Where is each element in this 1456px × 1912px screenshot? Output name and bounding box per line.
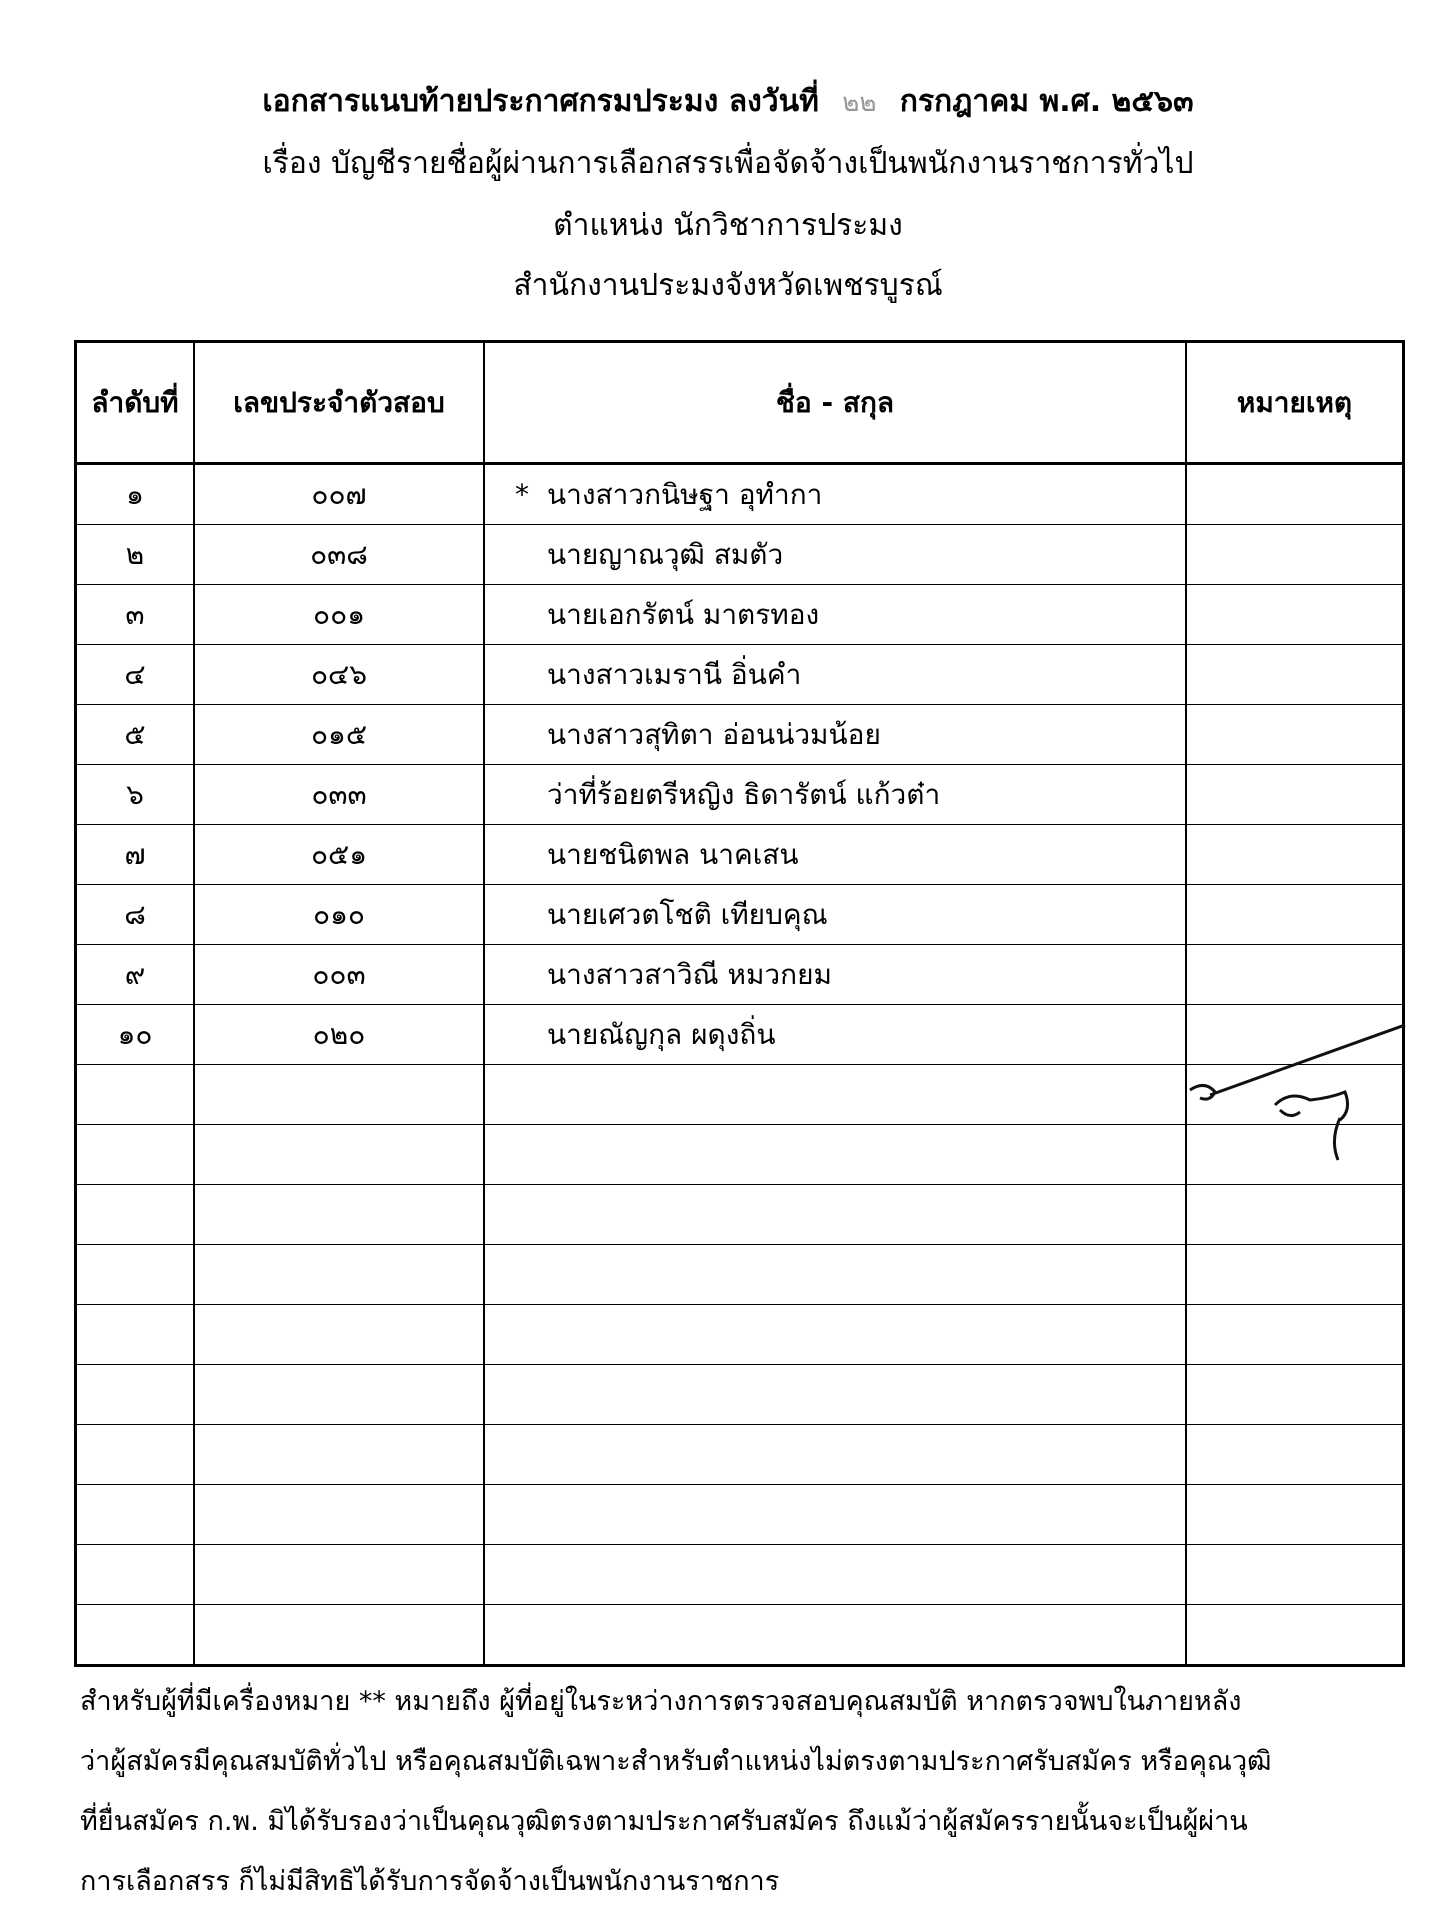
header-title-right: กรกฎาคม พ.ศ. ๒๕๖๓ xyxy=(899,84,1194,119)
column-header-no: ลำดับที่ xyxy=(76,342,195,464)
empty-cell xyxy=(194,1365,484,1425)
signature-image xyxy=(1180,1020,1410,1180)
footnote-line: ที่ยื่นสมัคร ก.พ. มิได้รับรองว่าเป็นคุณวุฒิตรงตามประกาศรับสมัคร ถึงแม้ว่าผู้สมัครรายนั้นจะเป็นผู้ผ่าน xyxy=(80,1806,1248,1837)
table-row-empty xyxy=(76,1185,1404,1245)
exam-id: ๐๑๕ xyxy=(194,705,484,765)
empty-cell xyxy=(76,1365,195,1425)
empty-cell xyxy=(194,1245,484,1305)
candidate-name: นายเศวตโชติ เทียบคุณ xyxy=(547,897,828,931)
row-number: ๑๐ xyxy=(76,1005,195,1065)
exam-id: ๐๓๓ xyxy=(194,765,484,825)
header-title-left: เอกสารแนบท้ายประกาศกรมประมง ลงวันที่ xyxy=(262,84,819,119)
row-number: ๘ xyxy=(76,885,195,945)
table-row xyxy=(76,705,1404,765)
header-title xyxy=(0,82,1456,123)
candidate-name-cell xyxy=(484,825,1186,885)
empty-cell xyxy=(484,1245,1186,1305)
table-row xyxy=(76,765,1404,825)
table-row-empty xyxy=(76,1485,1404,1545)
empty-cell xyxy=(1186,1365,1404,1425)
row-note xyxy=(1186,705,1404,765)
table-row-empty xyxy=(76,1245,1404,1305)
empty-cell xyxy=(76,1485,195,1545)
candidate-name: นางสาวกนิษฐา อุทำกา xyxy=(547,477,823,511)
empty-cell xyxy=(1186,1605,1404,1666)
footnote-line: สำหรับผู้ที่มีเครื่องหมาย ** หมายถึง ผู้ที่อยู่ในระหว่างการตรวจสอบคุณสมบัติ หากตรวจพบในภายหลัง xyxy=(80,1686,1242,1717)
empty-cell xyxy=(1186,1185,1404,1245)
candidate-name-cell xyxy=(484,585,1186,645)
empty-cell xyxy=(194,1125,484,1185)
candidate-name-cell xyxy=(484,885,1186,945)
candidate-name: นางสาวสาวิณี หมวกยม xyxy=(547,957,832,991)
empty-cell xyxy=(76,1125,195,1185)
row-note xyxy=(1186,885,1404,945)
empty-cell xyxy=(1186,1425,1404,1485)
table-header-row xyxy=(76,342,1404,464)
table-row xyxy=(76,885,1404,945)
empty-cell xyxy=(1186,1545,1404,1605)
exam-id: ๐๕๑ xyxy=(194,825,484,885)
empty-cell xyxy=(1186,1305,1404,1365)
table-row xyxy=(76,585,1404,645)
row-number: ๔ xyxy=(76,645,195,705)
row-note xyxy=(1186,765,1404,825)
exam-id: ๐๐๑ xyxy=(194,585,484,645)
exam-id: ๐๒๐ xyxy=(194,1005,484,1065)
empty-cell xyxy=(194,1545,484,1605)
table-row-empty xyxy=(76,1305,1404,1365)
candidate-name: นายณัญกุล ผดุงถิ่น xyxy=(547,1017,776,1051)
empty-cell xyxy=(194,1065,484,1125)
empty-cell xyxy=(484,1425,1186,1485)
row-number: ๖ xyxy=(76,765,195,825)
empty-cell xyxy=(76,1245,195,1305)
candidate-name-cell xyxy=(484,525,1186,585)
empty-cell xyxy=(76,1425,195,1485)
empty-cell xyxy=(484,1365,1186,1425)
candidate-name-cell xyxy=(484,705,1186,765)
row-note xyxy=(1186,645,1404,705)
candidate-table xyxy=(74,340,1405,1667)
candidate-name: นายเอกรัตน์ มาตรทอง xyxy=(547,597,820,631)
empty-cell xyxy=(484,1185,1186,1245)
footnote-line: การเลือกสรร ก็ไม่มีสิทธิได้รับการจัดจ้างเป็นพนักงานราชการ xyxy=(80,1866,780,1897)
exam-id: ๐๐๓ xyxy=(194,945,484,1005)
empty-cell xyxy=(484,1545,1186,1605)
table-row-empty xyxy=(76,1365,1404,1425)
empty-cell xyxy=(1186,1245,1404,1305)
row-note xyxy=(1186,525,1404,585)
empty-cell xyxy=(1186,1485,1404,1545)
empty-cell xyxy=(76,1545,195,1605)
empty-cell xyxy=(76,1305,195,1365)
row-number: ๗ xyxy=(76,825,195,885)
candidate-name: ว่าที่ร้อยตรีหญิง ธิดารัตน์ แก้วต๋า xyxy=(547,777,941,811)
table-row xyxy=(76,825,1404,885)
candidate-name-cell xyxy=(484,945,1186,1005)
column-header-note: หมายเหตุ xyxy=(1186,342,1404,464)
empty-cell xyxy=(484,1605,1186,1666)
candidate-name: นายญาณวุฒิ สมตัว xyxy=(547,537,784,571)
column-header-exam-id: เลขประจำตัวสอบ xyxy=(194,342,484,464)
candidate-name-cell xyxy=(484,765,1186,825)
empty-cell xyxy=(194,1305,484,1365)
candidate-name: นายชนิตพล นาคเสน xyxy=(547,837,799,871)
table-row-empty xyxy=(76,1545,1404,1605)
empty-cell xyxy=(484,1305,1186,1365)
row-note xyxy=(1186,585,1404,645)
empty-cell xyxy=(484,1065,1186,1125)
column-header-name: ชื่อ - สกุล xyxy=(484,342,1186,464)
empty-cell xyxy=(76,1605,195,1666)
empty-cell xyxy=(194,1185,484,1245)
header-office: สำนักงานประมงจังหวัดเพชรบูรณ์ xyxy=(513,268,943,303)
header-subject: เรื่อง บัญชีรายชื่อผู้ผ่านการเลือกสรรเพื่อจัดจ้างเป็นพนักงานราชการทั่วไป xyxy=(262,146,1194,181)
empty-cell xyxy=(194,1425,484,1485)
row-note xyxy=(1186,945,1404,1005)
empty-cell xyxy=(76,1065,195,1125)
empty-cell xyxy=(194,1485,484,1545)
header-day-smudge: ๒๒ xyxy=(842,88,877,118)
candidate-name: นางสาวสุทิตา อ่อนน่วมน้อย xyxy=(547,717,881,751)
empty-cell xyxy=(484,1125,1186,1185)
row-number: ๕ xyxy=(76,705,195,765)
candidate-name-cell xyxy=(484,464,1186,525)
row-number: ๓ xyxy=(76,585,195,645)
empty-cell xyxy=(484,1485,1186,1545)
row-number: ๒ xyxy=(76,525,195,585)
exam-id: ๐๓๘ xyxy=(194,525,484,585)
table-row-empty xyxy=(76,1605,1404,1666)
row-number: ๙ xyxy=(76,945,195,1005)
table-row xyxy=(76,525,1404,585)
candidate-name-cell xyxy=(484,1005,1186,1065)
exam-id: ๐๔๖ xyxy=(194,645,484,705)
row-number: ๑ xyxy=(76,464,195,525)
header-position: ตำแหน่ง นักวิชาการประมง xyxy=(553,208,903,243)
row-note xyxy=(1186,464,1404,525)
empty-cell xyxy=(194,1605,484,1666)
row-note xyxy=(1186,825,1404,885)
candidate-mark: * xyxy=(515,478,529,511)
table-row xyxy=(76,945,1404,1005)
exam-id: ๐๑๐ xyxy=(194,885,484,945)
table-row-empty xyxy=(76,1425,1404,1485)
footnote xyxy=(80,1672,1410,1912)
candidate-name-cell xyxy=(484,645,1186,705)
footnote-line: ว่าผู้สมัครมีคุณสมบัติทั่วไป หรือคุณสมบัติเฉพาะสำหรับตำแหน่งไม่ตรงตามประกาศรับสมัคร หรือคุณวุฒิ xyxy=(80,1746,1272,1777)
candidate-name: นางสาวเมรานี อิ่นคำ xyxy=(547,657,802,691)
exam-id: ๐๐๗ xyxy=(194,464,484,525)
table-row xyxy=(76,464,1404,525)
table-row xyxy=(76,645,1404,705)
empty-cell xyxy=(76,1185,195,1245)
